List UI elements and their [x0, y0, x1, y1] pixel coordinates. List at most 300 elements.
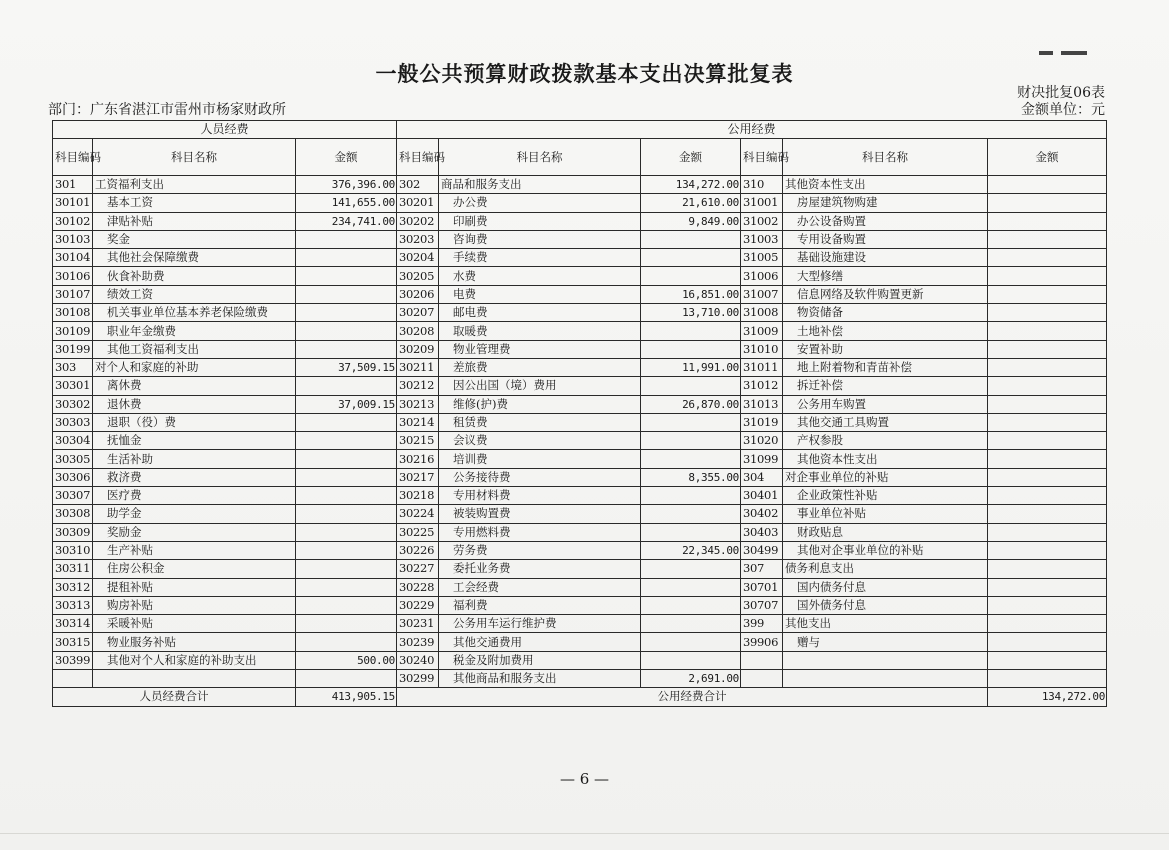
page-title: 一般公共预算财政拨款基本支出决算批复表	[375, 61, 794, 86]
public-a-name-cell: 专用材料费	[439, 487, 641, 505]
public-b-name-cell: 赠与	[783, 633, 988, 651]
public-a-code-cell: 30212	[397, 377, 439, 395]
personnel-amount-cell	[296, 450, 397, 468]
public-a-amount-cell	[641, 340, 741, 358]
public-a-amount-cell	[641, 523, 741, 541]
personnel-code-cell: 30106	[53, 267, 93, 285]
public-b-name-cell	[783, 670, 988, 688]
personnel-code-cell: 30310	[53, 541, 93, 559]
public-a-code-cell: 30204	[397, 249, 439, 267]
public-a-name-cell: 物业管理费	[439, 340, 641, 358]
public-b-code-cell: 30701	[741, 578, 783, 596]
public-b-code-cell: 31009	[741, 322, 783, 340]
personnel-name-cell: 助学金	[93, 505, 296, 523]
public-a-name-cell: 水费	[439, 267, 641, 285]
public-a-name-cell: 差旅费	[439, 358, 641, 376]
public-a-amount-cell: 13,710.00	[641, 304, 741, 322]
personnel-amount-cell	[296, 633, 397, 651]
public-b-amount-cell	[988, 523, 1107, 541]
public-a-code-cell: 30227	[397, 560, 439, 578]
personnel-code-cell: 30305	[53, 450, 93, 468]
public-a-amount-cell	[641, 377, 741, 395]
personnel-name-cell: 采暖补贴	[93, 615, 296, 633]
personnel-name-cell: 离休费	[93, 377, 296, 395]
public-a-name-cell: 手续费	[439, 249, 641, 267]
public-a-code-cell: 302	[397, 176, 439, 194]
public-b-code-cell: 31001	[741, 194, 783, 212]
personnel-amount-cell: 500.00	[296, 651, 397, 669]
table-row	[53, 212, 1107, 230]
public-a-name-cell: 其他商品和服务支出	[439, 670, 641, 688]
personnel-name-cell: 绩效工资	[93, 285, 296, 303]
public-b-amount-cell	[988, 468, 1107, 486]
column-header-code: 科目编码	[53, 139, 93, 176]
personnel-amount-cell	[296, 468, 397, 486]
amount-unit-label: 金额单位：元	[1021, 102, 1105, 118]
public-b-code-cell: 31003	[741, 230, 783, 248]
personnel-code-cell: 30101	[53, 194, 93, 212]
public-a-code-cell: 30240	[397, 651, 439, 669]
personnel-amount-cell	[296, 615, 397, 633]
table-row	[53, 395, 1107, 413]
column-header-name: 科目名称	[93, 139, 296, 176]
public-a-code-cell: 30224	[397, 505, 439, 523]
public-a-code-cell: 30226	[397, 541, 439, 559]
personnel-name-cell: 奖励金	[93, 523, 296, 541]
public-b-code-cell: 399	[741, 615, 783, 633]
table-row	[53, 487, 1107, 505]
public-b-code-cell: 307	[741, 560, 783, 578]
public-a-amount-cell	[641, 230, 741, 248]
public-b-name-cell: 对企事业单位的补贴	[783, 468, 988, 486]
public-a-name-cell: 取暖费	[439, 322, 641, 340]
public-b-amount-cell	[988, 432, 1107, 450]
public-a-amount-cell: 134,272.00	[641, 176, 741, 194]
column-header-code: 科目编码	[397, 139, 439, 176]
table-row	[53, 468, 1107, 486]
public-a-amount-cell	[641, 651, 741, 669]
public-a-name-cell: 其他交通费用	[439, 633, 641, 651]
personnel-name-cell: 工资福利支出	[93, 176, 296, 194]
public-b-code-cell	[741, 670, 783, 688]
public-b-amount-cell	[988, 194, 1107, 212]
personnel-name-cell: 救济费	[93, 468, 296, 486]
personnel-amount-cell	[296, 578, 397, 596]
public-b-code-cell: 31006	[741, 267, 783, 285]
public-b-amount-cell	[988, 358, 1107, 376]
public-b-amount-cell	[988, 578, 1107, 596]
public-a-amount-cell	[641, 450, 741, 468]
personnel-name-cell: 其他工资福利支出	[93, 340, 296, 358]
personnel-amount-cell: 234,741.00	[296, 212, 397, 230]
public-b-amount-cell	[988, 615, 1107, 633]
public-b-code-cell: 31011	[741, 358, 783, 376]
divider	[0, 833, 1169, 834]
personnel-name-cell: 对个人和家庭的补助	[93, 358, 296, 376]
public-b-amount-cell	[988, 505, 1107, 523]
public-a-amount-cell	[641, 267, 741, 285]
personnel-name-cell: 职业年金缴费	[93, 322, 296, 340]
personnel-code-cell: 30109	[53, 322, 93, 340]
personnel-name-cell: 机关事业单位基本养老保险缴费	[93, 304, 296, 322]
public-b-name-cell: 其他资本性支出	[783, 176, 988, 194]
table-row	[53, 230, 1107, 248]
public-a-name-cell: 税金及附加费用	[439, 651, 641, 669]
public-b-amount-cell	[988, 249, 1107, 267]
public-a-code-cell: 30207	[397, 304, 439, 322]
personnel-amount-cell	[296, 523, 397, 541]
personnel-amount-cell	[296, 560, 397, 578]
scan-artifact	[1039, 40, 1109, 46]
public-b-amount-cell	[988, 633, 1107, 651]
public-a-code-cell: 30229	[397, 596, 439, 614]
public-a-code-cell: 30206	[397, 285, 439, 303]
table-row	[53, 377, 1107, 395]
public-a-amount-cell	[641, 505, 741, 523]
personnel-code-cell: 30311	[53, 560, 93, 578]
personnel-name-cell: 退职（役）费	[93, 413, 296, 431]
public-a-amount-cell	[641, 633, 741, 651]
public-b-amount-cell	[988, 670, 1107, 688]
table-row	[53, 670, 1107, 688]
personnel-code-cell: 30302	[53, 395, 93, 413]
public-a-amount-cell	[641, 560, 741, 578]
public-b-name-cell: 大型修缮	[783, 267, 988, 285]
public-a-code-cell: 30239	[397, 633, 439, 651]
public-b-code-cell	[741, 651, 783, 669]
public-b-amount-cell	[988, 212, 1107, 230]
public-b-code-cell: 31008	[741, 304, 783, 322]
personnel-code-cell: 30312	[53, 578, 93, 596]
public-a-code-cell: 30228	[397, 578, 439, 596]
personnel-amount-cell	[296, 487, 397, 505]
personnel-code-cell: 30313	[53, 596, 93, 614]
personnel-amount-cell	[296, 377, 397, 395]
table-row	[53, 194, 1107, 212]
public-b-amount-cell	[988, 176, 1107, 194]
column-header-code: 科目编码	[741, 139, 783, 176]
table-row	[53, 358, 1107, 376]
table-row	[53, 176, 1107, 194]
personnel-code-cell: 301	[53, 176, 93, 194]
table-row	[53, 578, 1107, 596]
personnel-amount-cell	[296, 340, 397, 358]
public-a-code-cell: 30217	[397, 468, 439, 486]
personnel-name-cell: 物业服务补贴	[93, 633, 296, 651]
public-a-name-cell: 印刷费	[439, 212, 641, 230]
public-a-code-cell: 30215	[397, 432, 439, 450]
public-b-name-cell: 其他交通工具购置	[783, 413, 988, 431]
public-b-name-cell: 基础设施建设	[783, 249, 988, 267]
public-b-code-cell: 39906	[741, 633, 783, 651]
personnel-amount-cell	[296, 596, 397, 614]
personnel-amount-cell: 37,509.15	[296, 358, 397, 376]
public-a-amount-cell: 21,610.00	[641, 194, 741, 212]
personnel-code-cell: 30303	[53, 413, 93, 431]
public-a-code-cell: 30231	[397, 615, 439, 633]
public-a-code-cell: 30208	[397, 322, 439, 340]
personnel-amount-cell	[296, 230, 397, 248]
personnel-total-amount: 413,905.15	[296, 688, 397, 706]
public-a-code-cell: 30203	[397, 230, 439, 248]
public-a-name-cell: 工会经费	[439, 578, 641, 596]
public-a-name-cell: 办公费	[439, 194, 641, 212]
column-header-amount: 金额	[296, 139, 397, 176]
personnel-amount-cell	[296, 285, 397, 303]
public-a-name-cell: 培训费	[439, 450, 641, 468]
table-row	[53, 651, 1107, 669]
personnel-code-cell: 30104	[53, 249, 93, 267]
table-row	[53, 505, 1107, 523]
personnel-amount-cell	[296, 432, 397, 450]
table-body	[53, 176, 1107, 688]
public-b-code-cell: 31007	[741, 285, 783, 303]
public-b-name-cell: 其他对企事业单位的补贴	[783, 541, 988, 559]
table-row	[53, 523, 1107, 541]
public-a-name-cell: 被装购置费	[439, 505, 641, 523]
public-a-code-cell: 30205	[397, 267, 439, 285]
public-b-code-cell: 31010	[741, 340, 783, 358]
public-a-code-cell: 30214	[397, 413, 439, 431]
public-b-code-cell: 30707	[741, 596, 783, 614]
public-b-code-cell: 304	[741, 468, 783, 486]
public-b-amount-cell	[988, 487, 1107, 505]
public-a-code-cell: 30201	[397, 194, 439, 212]
public-a-name-cell: 劳务费	[439, 541, 641, 559]
public-b-code-cell: 30499	[741, 541, 783, 559]
personnel-code-cell: 30301	[53, 377, 93, 395]
public-a-amount-cell	[641, 322, 741, 340]
public-a-amount-cell	[641, 578, 741, 596]
public-b-name-cell: 财政贴息	[783, 523, 988, 541]
public-b-amount-cell	[988, 450, 1107, 468]
public-b-name-cell: 公务用车购置	[783, 395, 988, 413]
public-b-amount-cell	[988, 651, 1107, 669]
table-row	[53, 432, 1107, 450]
public-b-name-cell: 专用设备购置	[783, 230, 988, 248]
public-b-code-cell: 30402	[741, 505, 783, 523]
table-row	[53, 340, 1107, 358]
personnel-code-cell: 30315	[53, 633, 93, 651]
public-b-name-cell: 办公设备购置	[783, 212, 988, 230]
column-header-name: 科目名称	[439, 139, 641, 176]
table-row	[53, 413, 1107, 431]
personnel-code-cell: 30107	[53, 285, 93, 303]
personnel-name-cell: 提租补贴	[93, 578, 296, 596]
public-b-amount-cell	[988, 541, 1107, 559]
public-a-amount-cell: 11,991.00	[641, 358, 741, 376]
table-row	[53, 633, 1107, 651]
public-a-name-cell: 专用燃料费	[439, 523, 641, 541]
public-a-code-cell: 30299	[397, 670, 439, 688]
public-a-amount-cell: 26,870.00	[641, 395, 741, 413]
personnel-code-cell: 30308	[53, 505, 93, 523]
public-a-amount-cell	[641, 596, 741, 614]
group-header-personnel: 人员经费	[53, 121, 397, 139]
public-a-name-cell: 福利费	[439, 596, 641, 614]
public-a-code-cell: 30216	[397, 450, 439, 468]
personnel-code-cell: 30306	[53, 468, 93, 486]
personnel-name-cell: 其他对个人和家庭的补助支出	[93, 651, 296, 669]
public-b-amount-cell	[988, 285, 1107, 303]
personnel-name-cell: 住房公积金	[93, 560, 296, 578]
public-b-name-cell: 地上附着物和青苗补偿	[783, 358, 988, 376]
public-b-code-cell: 30403	[741, 523, 783, 541]
personnel-name-cell: 退休费	[93, 395, 296, 413]
public-b-name-cell: 国外债务付息	[783, 596, 988, 614]
public-a-name-cell: 会议费	[439, 432, 641, 450]
public-b-name-cell: 物资储备	[783, 304, 988, 322]
public-a-name-cell: 电费	[439, 285, 641, 303]
public-a-amount-cell: 22,345.00	[641, 541, 741, 559]
table-row	[53, 560, 1107, 578]
table-row	[53, 267, 1107, 285]
public-b-amount-cell	[988, 560, 1107, 578]
public-b-name-cell: 安置补助	[783, 340, 988, 358]
public-b-name-cell: 产权参股	[783, 432, 988, 450]
table-row	[53, 541, 1107, 559]
personnel-name-cell: 购房补贴	[93, 596, 296, 614]
public-a-amount-cell	[641, 413, 741, 431]
personnel-amount-cell	[296, 267, 397, 285]
public-a-name-cell: 公务接待费	[439, 468, 641, 486]
public-a-code-cell: 30213	[397, 395, 439, 413]
personnel-amount-cell	[296, 322, 397, 340]
personnel-code-cell: 303	[53, 358, 93, 376]
personnel-name-cell: 医疗费	[93, 487, 296, 505]
public-b-code-cell: 31099	[741, 450, 783, 468]
personnel-name-cell: 生产补贴	[93, 541, 296, 559]
form-number: 财决批复06表	[1017, 85, 1105, 101]
public-a-code-cell: 30211	[397, 358, 439, 376]
personnel-amount-cell	[296, 670, 397, 688]
public-b-code-cell: 31005	[741, 249, 783, 267]
public-a-name-cell: 因公出国（境）费用	[439, 377, 641, 395]
table-row	[53, 615, 1107, 633]
personnel-amount-cell: 37,009.15	[296, 395, 397, 413]
public-b-code-cell: 31002	[741, 212, 783, 230]
personnel-amount-cell	[296, 304, 397, 322]
column-header-amount: 金额	[641, 139, 741, 176]
public-a-name-cell: 委托业务费	[439, 560, 641, 578]
table-row	[53, 596, 1107, 614]
department-label: 部门：广东省湛江市雷州市杨家财政所	[48, 102, 286, 118]
personnel-amount-cell: 141,655.00	[296, 194, 397, 212]
public-a-code-cell: 30225	[397, 523, 439, 541]
personnel-name-cell: 其他社会保障缴费	[93, 249, 296, 267]
public-b-name-cell: 事业单位补贴	[783, 505, 988, 523]
public-a-name-cell: 商品和服务支出	[439, 176, 641, 194]
personnel-amount-cell: 376,396.00	[296, 176, 397, 194]
public-b-name-cell: 企业政策性补贴	[783, 487, 988, 505]
public-a-amount-cell: 16,851.00	[641, 285, 741, 303]
table-row	[53, 249, 1107, 267]
personnel-name-cell: 生活补助	[93, 450, 296, 468]
public-a-name-cell: 咨询费	[439, 230, 641, 248]
public-total-label: 公用经费合计	[397, 688, 988, 706]
table-row	[53, 304, 1107, 322]
public-a-amount-cell	[641, 432, 741, 450]
personnel-amount-cell	[296, 541, 397, 559]
public-b-name-cell: 房屋建筑物购建	[783, 194, 988, 212]
personnel-code-cell: 30103	[53, 230, 93, 248]
public-total-amount: 134,272.00	[988, 688, 1107, 706]
public-b-amount-cell	[988, 596, 1107, 614]
column-header-amount: 金额	[988, 139, 1107, 176]
public-b-amount-cell	[988, 395, 1107, 413]
personnel-code-cell	[53, 670, 93, 688]
public-a-code-cell: 30218	[397, 487, 439, 505]
personnel-name-cell: 基本工资	[93, 194, 296, 212]
personnel-code-cell: 30307	[53, 487, 93, 505]
public-a-amount-cell	[641, 615, 741, 633]
public-b-name-cell: 信息网络及软件购置更新	[783, 285, 988, 303]
public-b-code-cell: 31012	[741, 377, 783, 395]
group-header-public: 公用经费	[397, 121, 1107, 139]
public-a-name-cell: 租赁费	[439, 413, 641, 431]
public-b-name-cell	[783, 651, 988, 669]
public-b-code-cell: 310	[741, 176, 783, 194]
public-a-amount-cell	[641, 487, 741, 505]
public-b-name-cell: 其他支出	[783, 615, 988, 633]
personnel-code-cell: 30399	[53, 651, 93, 669]
public-b-name-cell: 拆迁补偿	[783, 377, 988, 395]
public-b-amount-cell	[988, 377, 1107, 395]
public-b-name-cell: 其他资本性支出	[783, 450, 988, 468]
personnel-code-cell: 30108	[53, 304, 93, 322]
public-a-name-cell: 邮电费	[439, 304, 641, 322]
public-b-code-cell: 31020	[741, 432, 783, 450]
public-b-code-cell: 31013	[741, 395, 783, 413]
personnel-amount-cell	[296, 505, 397, 523]
public-a-code-cell: 30202	[397, 212, 439, 230]
personnel-code-cell: 30102	[53, 212, 93, 230]
personnel-total-label: 人员经费合计	[53, 688, 296, 706]
public-b-code-cell: 30401	[741, 487, 783, 505]
personnel-code-cell: 30304	[53, 432, 93, 450]
public-b-amount-cell	[988, 340, 1107, 358]
personnel-amount-cell	[296, 413, 397, 431]
public-a-amount-cell: 2,691.00	[641, 670, 741, 688]
personnel-name-cell: 抚恤金	[93, 432, 296, 450]
expenditure-table	[52, 120, 1107, 707]
personnel-code-cell: 30314	[53, 615, 93, 633]
personnel-amount-cell	[296, 249, 397, 267]
table-row	[53, 450, 1107, 468]
public-b-amount-cell	[988, 230, 1107, 248]
public-b-amount-cell	[988, 322, 1107, 340]
public-b-name-cell: 债务利息支出	[783, 560, 988, 578]
public-a-amount-cell	[641, 249, 741, 267]
personnel-code-cell: 30309	[53, 523, 93, 541]
public-a-name-cell: 维修(护)费	[439, 395, 641, 413]
table-row	[53, 322, 1107, 340]
public-a-code-cell: 30209	[397, 340, 439, 358]
public-b-name-cell: 土地补偿	[783, 322, 988, 340]
public-b-amount-cell	[988, 267, 1107, 285]
public-b-code-cell: 31019	[741, 413, 783, 431]
public-a-amount-cell: 8,355.00	[641, 468, 741, 486]
public-b-amount-cell	[988, 413, 1107, 431]
public-b-amount-cell	[988, 304, 1107, 322]
personnel-name-cell: 奖金	[93, 230, 296, 248]
public-a-name-cell: 公务用车运行维护费	[439, 615, 641, 633]
column-header-name: 科目名称	[783, 139, 988, 176]
table-row	[53, 285, 1107, 303]
personnel-name-cell: 津贴补贴	[93, 212, 296, 230]
public-b-name-cell: 国内债务付息	[783, 578, 988, 596]
personnel-name-cell: 伙食补助费	[93, 267, 296, 285]
